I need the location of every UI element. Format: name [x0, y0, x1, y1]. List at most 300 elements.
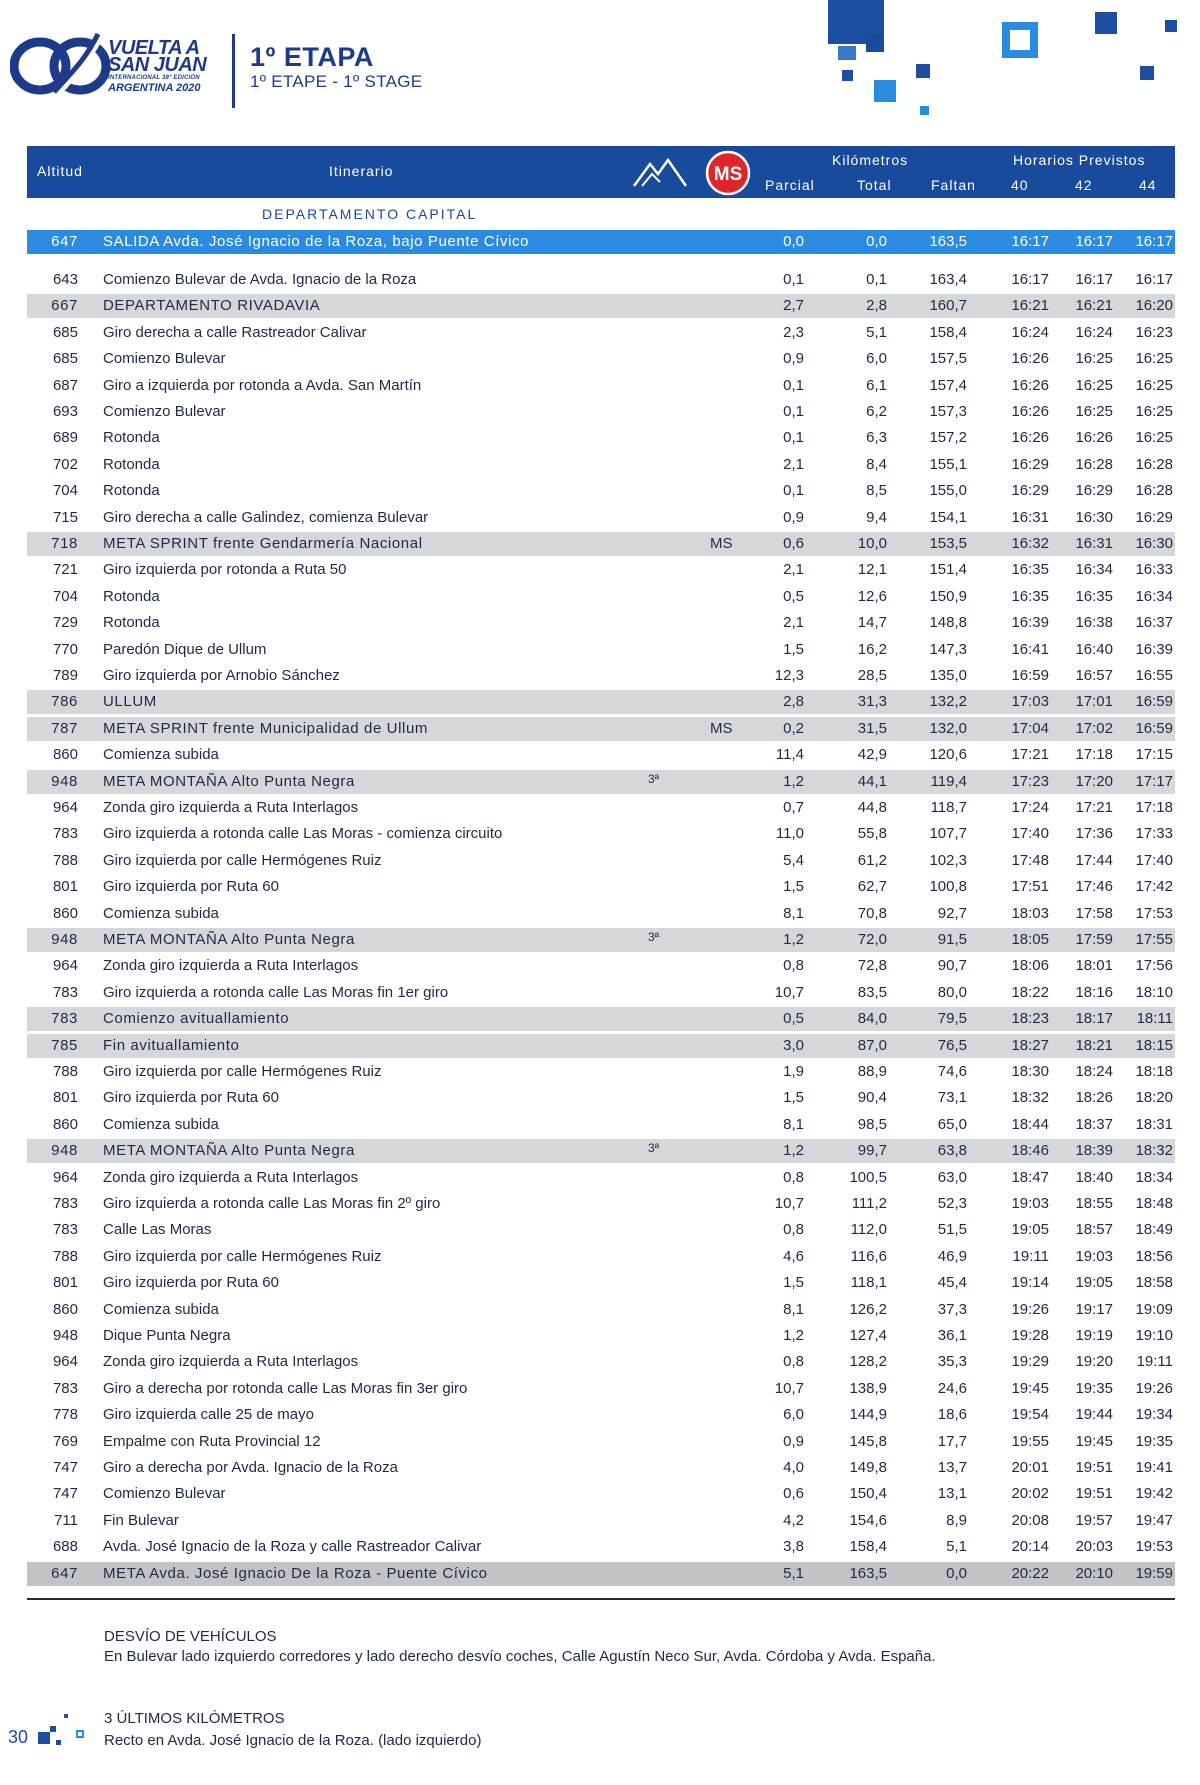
- altitude-cell: 788: [52, 1247, 78, 1265]
- time-40-cell: 16:26: [1011, 350, 1049, 368]
- itinerary-cell: Giro derecha a calle Galindez, comienza Bulevar: [103, 508, 429, 526]
- altitude-cell: 693: [52, 403, 78, 420]
- itinerary-cell: Fin avituallamiento: [103, 1036, 240, 1054]
- col-parcial: Parcial: [765, 177, 815, 193]
- time-42-cell: 19:45: [1075, 1432, 1113, 1450]
- time-44-cell: 16:59: [1135, 693, 1173, 711]
- time-40-cell: 16:26: [1011, 429, 1049, 447]
- km-parcial-cell: 0,7: [783, 799, 804, 816]
- km-faltan-cell: 24,6: [937, 1379, 967, 1397]
- km-parcial-cell: 1,9: [783, 1063, 804, 1080]
- km-faltan-cell: 107,7: [929, 825, 967, 843]
- sprint-badge-label: MS: [713, 164, 743, 185]
- time-40-cell: 18:22: [1011, 983, 1049, 1001]
- km-total-cell: 5,1: [866, 323, 887, 341]
- altitude-cell: 860: [52, 904, 78, 922]
- time-42-cell: 16:25: [1075, 376, 1113, 394]
- time-40-cell: 16:59: [1011, 667, 1049, 684]
- km-faltan-cell: 102,3: [929, 851, 967, 869]
- col-itinerario: Itinerario: [329, 163, 394, 179]
- km-faltan-cell: 92,7: [937, 904, 967, 922]
- table-header: [27, 146, 1175, 198]
- itinerary-cell: Rotonda: [103, 482, 160, 500]
- time-42-cell: 16:24: [1075, 323, 1113, 341]
- time-40-cell: 17:40: [1011, 825, 1049, 843]
- time-44-cell: 18:48: [1135, 1195, 1173, 1212]
- km-total-cell: 0,1: [866, 271, 887, 288]
- km-total-cell: 9,4: [866, 508, 887, 526]
- km-parcial-cell: 0,8: [783, 1221, 804, 1239]
- km-faltan-cell: 63,8: [937, 1142, 967, 1160]
- km-parcial-cell: 0,2: [783, 719, 804, 737]
- time-42-cell: 16:26: [1075, 429, 1113, 447]
- time-40-cell: 17:24: [1011, 799, 1049, 816]
- km-parcial-cell: 2,8: [783, 693, 804, 711]
- km-parcial-cell: 2,1: [783, 561, 804, 579]
- km-parcial-cell: 0,5: [783, 1010, 804, 1028]
- itinerary-cell: Comienzo avituallamiento: [103, 1010, 290, 1028]
- altitude-cell: 704: [52, 482, 78, 500]
- col-horarios-group: Horarios Previstos: [1013, 152, 1146, 168]
- km-total-cell: 154,6: [849, 1511, 887, 1529]
- km-total-cell: 55,8: [857, 825, 887, 843]
- time-40-cell: 19:28: [1011, 1327, 1049, 1344]
- time-40-cell: 18:23: [1011, 1010, 1049, 1028]
- altitude-cell: 643: [52, 271, 78, 288]
- time-44-cell: 17:56: [1135, 957, 1173, 975]
- logo-line: VUELTA A: [108, 37, 200, 59]
- altitude-cell: 783: [52, 1195, 78, 1212]
- km-parcial-cell: 0,0: [783, 233, 804, 250]
- km-parcial-cell: 10,7: [774, 1195, 804, 1212]
- time-40-cell: 18:30: [1011, 1063, 1049, 1080]
- time-42-cell: 17:20: [1075, 772, 1113, 790]
- itinerary-cell: DEPARTAMENTO RIVADAVIA: [103, 297, 321, 315]
- km-parcial-cell: 5,4: [783, 851, 804, 869]
- header-divider: [232, 34, 235, 108]
- time-42-cell: 16:29: [1075, 482, 1113, 500]
- time-42-cell: 17:59: [1075, 931, 1113, 948]
- logo-line: ARGENTINA 2020: [108, 82, 201, 94]
- itinerary-cell: Comienzo Bulevar: [103, 350, 226, 368]
- table-row: [27, 347, 1175, 371]
- itinerary-cell: META MONTAÑA Alto Punta Negra: [103, 772, 355, 790]
- altitude-cell: 783: [52, 1379, 78, 1397]
- km-faltan-cell: 155,1: [929, 455, 967, 473]
- km-faltan-cell: 91,5: [937, 931, 967, 948]
- time-44-cell: 16:30: [1135, 535, 1173, 552]
- time-42-cell: 16:25: [1075, 350, 1113, 368]
- table-row: [27, 1350, 1175, 1374]
- itinerary-cell: META MONTAÑA Alto Punta Negra: [103, 931, 355, 948]
- altitude-cell: 685: [52, 323, 78, 341]
- time-44-cell: 19:53: [1135, 1538, 1173, 1556]
- km-parcial-cell: 3,0: [783, 1036, 804, 1054]
- time-44-cell: 18:34: [1135, 1168, 1173, 1186]
- km-total-cell: 70,8: [857, 904, 887, 922]
- time-40-cell: 16:41: [1011, 640, 1049, 658]
- time-40-cell: 18:46: [1011, 1142, 1049, 1160]
- itinerary-cell: Giro izquierda por Ruta 60: [103, 878, 279, 896]
- table-row: [27, 822, 1175, 846]
- km-parcial-cell: 0,1: [783, 482, 804, 500]
- itinerary-cell: Zonda giro izquierda a Ruta Interlagos: [103, 1353, 359, 1371]
- category-cell: 3ª: [648, 1141, 660, 1156]
- time-42-cell: 16:25: [1075, 403, 1113, 420]
- itinerary-cell: META SPRINT frente Gendarmería Nacional: [103, 535, 423, 552]
- altitude-cell: 860: [52, 1115, 78, 1133]
- category-cell: 3ª: [648, 930, 660, 944]
- km-faltan-cell: 76,5: [937, 1036, 967, 1054]
- km-total-cell: 90,4: [857, 1089, 887, 1107]
- km-parcial-cell: 1,2: [783, 1327, 804, 1344]
- table-row: [27, 453, 1175, 477]
- time-44-cell: 16:25: [1135, 376, 1173, 394]
- itinerary-cell: Giro izquierda por calle Hermógenes Ruiz: [103, 1247, 382, 1265]
- km-total-cell: 12,1: [857, 561, 887, 579]
- km-faltan-cell: 151,4: [929, 561, 967, 579]
- km-parcial-cell: 12,3: [774, 667, 804, 684]
- altitude-cell: 964: [52, 1168, 78, 1186]
- itinerary-cell: Giro izquierda por calle Hermógenes Ruiz: [103, 1063, 382, 1080]
- table-row: [27, 1271, 1175, 1295]
- itinerary-cell: META Avda. José Ignacio De la Roza - Puente Cívico: [103, 1564, 488, 1582]
- time-40-cell: 17:23: [1011, 772, 1049, 790]
- itinerary-cell: Giro izquierda calle 25 de mayo: [103, 1406, 314, 1424]
- table-row: [27, 1509, 1175, 1533]
- km-faltan-cell: 155,0: [929, 482, 967, 500]
- km-faltan-cell: 160,7: [929, 297, 967, 315]
- km-parcial-cell: 1,2: [783, 931, 804, 948]
- km-parcial-cell: 2,7: [783, 297, 804, 315]
- time-44-cell: 19:34: [1135, 1406, 1173, 1424]
- table-row: [27, 400, 1175, 424]
- km-total-cell: 42,9: [857, 746, 887, 764]
- km-total-cell: 127,4: [849, 1327, 887, 1344]
- table-row: [27, 690, 1175, 714]
- table-row: [27, 558, 1175, 582]
- altitude-cell: 711: [54, 1511, 78, 1529]
- km-parcial-cell: 1,5: [783, 1274, 804, 1292]
- table-row: [27, 506, 1175, 530]
- km-total-cell: 28,5: [857, 667, 887, 684]
- altitude-cell: 783: [52, 983, 78, 1001]
- itinerary-cell: Giro izquierda por rotonda a Ruta 50: [103, 561, 347, 579]
- itinerary-cell: Giro izquierda a rotonda calle Las Moras fin 2º giro: [103, 1195, 441, 1212]
- itinerary-cell: Comienza subida: [103, 746, 219, 764]
- km-parcial-cell: 0,8: [783, 1353, 804, 1371]
- table-row: [27, 230, 1175, 254]
- table-row: [27, 1430, 1175, 1454]
- time-40-cell: 16:24: [1011, 323, 1049, 341]
- km-parcial-cell: 0,8: [783, 957, 804, 975]
- ultimos-title: 3 ÚLTIMOS KILÓMETROS: [104, 1710, 285, 1727]
- table-row: [27, 743, 1175, 767]
- time-40-cell: 19:11: [1012, 1247, 1049, 1265]
- time-40-cell: 17:21: [1011, 746, 1049, 764]
- time-40-cell: 19:29: [1011, 1353, 1049, 1371]
- time-44-cell: 16:39: [1135, 640, 1173, 658]
- km-parcial-cell: 3,8: [783, 1538, 804, 1556]
- itinerary-cell: Comienza subida: [103, 1300, 219, 1318]
- altitude-cell: 948: [51, 1142, 78, 1160]
- km-faltan-cell: 13,7: [937, 1459, 967, 1476]
- altitude-cell: 729: [52, 614, 78, 632]
- mountain-icon: [632, 156, 688, 188]
- itinerary-cell: Fin Bulevar: [103, 1511, 179, 1529]
- time-44-cell: 16:33: [1135, 561, 1173, 579]
- km-faltan-cell: 132,0: [929, 719, 967, 737]
- table-row: [27, 1007, 1175, 1031]
- col-faltan: Faltan: [931, 177, 976, 193]
- table-row: [27, 479, 1175, 503]
- km-faltan-cell: 17,7: [937, 1432, 967, 1450]
- km-total-cell: 128,2: [849, 1353, 887, 1371]
- altitude-cell: 647: [51, 1564, 78, 1582]
- altitude-cell: 948: [51, 931, 78, 948]
- table-row: [27, 1482, 1175, 1506]
- km-total-cell: 62,7: [857, 878, 887, 896]
- desvio-title: DESVÍO DE VEHÍCULOS: [104, 1628, 277, 1645]
- km-parcial-cell: 2,3: [783, 323, 804, 341]
- km-faltan-cell: 163,5: [929, 233, 967, 250]
- time-44-cell: 19:42: [1135, 1485, 1173, 1503]
- time-42-cell: 19:19: [1075, 1327, 1113, 1344]
- time-40-cell: 19:05: [1011, 1221, 1049, 1239]
- time-42-cell: 17:36: [1075, 825, 1113, 843]
- altitude-cell: 789: [52, 667, 78, 684]
- km-faltan-cell: 5,1: [946, 1538, 967, 1556]
- km-parcial-cell: 0,1: [783, 403, 804, 420]
- km-total-cell: 31,5: [857, 719, 887, 737]
- time-44-cell: 19:47: [1135, 1511, 1173, 1529]
- time-40-cell: 17:03: [1011, 693, 1049, 711]
- table-row: [27, 796, 1175, 820]
- table-row: [27, 1562, 1175, 1586]
- itinerary-cell: Giro izquierda a rotonda calle Las Moras - comienza circuito: [103, 825, 503, 843]
- km-parcial-cell: 8,1: [783, 1115, 804, 1133]
- time-42-cell: 17:58: [1075, 904, 1113, 922]
- km-parcial-cell: 4,6: [783, 1247, 804, 1265]
- km-total-cell: 6,3: [866, 429, 887, 447]
- time-40-cell: 18:32: [1011, 1089, 1049, 1107]
- km-parcial-cell: 1,2: [783, 772, 804, 790]
- table-row: [27, 770, 1175, 794]
- altitude-cell: 801: [52, 1089, 78, 1107]
- table-row: [27, 1298, 1175, 1322]
- table-row: [27, 1113, 1175, 1137]
- time-44-cell: 16:37: [1135, 614, 1173, 632]
- col-altitud: Altitud: [37, 163, 83, 179]
- time-40-cell: 18:06: [1011, 957, 1049, 975]
- time-40-cell: 16:21: [1011, 297, 1049, 315]
- km-total-cell: 72,0: [857, 931, 887, 948]
- table-row: [27, 902, 1175, 926]
- altitude-cell: 718: [51, 535, 78, 552]
- desvio-text: En Bulevar lado izquierdo corredores y lado derecho desvío coches, Calle Agustín Neco Sur, Avda. Córdoba y Avda. España.: [104, 1648, 936, 1665]
- km-parcial-cell: 2,1: [783, 455, 804, 473]
- km-total-cell: 8,5: [866, 482, 887, 500]
- time-44-cell: 19:59: [1135, 1564, 1173, 1582]
- km-parcial-cell: 8,1: [783, 904, 804, 922]
- time-40-cell: 20:08: [1011, 1511, 1049, 1529]
- km-faltan-cell: 36,1: [937, 1327, 967, 1344]
- km-faltan-cell: 52,3: [937, 1195, 967, 1212]
- km-total-cell: 61,2: [857, 851, 887, 869]
- itinerary-cell: Comienza subida: [103, 904, 219, 922]
- time-44-cell: 18:32: [1135, 1142, 1173, 1160]
- time-42-cell: 18:39: [1075, 1142, 1113, 1160]
- time-40-cell: 20:02: [1011, 1485, 1049, 1503]
- col-h44: 44: [1139, 177, 1157, 193]
- table-row: [27, 1456, 1175, 1480]
- km-total-cell: 126,2: [849, 1300, 887, 1318]
- time-44-cell: 18:11: [1136, 1010, 1173, 1028]
- km-faltan-cell: 80,0: [937, 983, 967, 1001]
- km-faltan-cell: 63,0: [937, 1168, 967, 1186]
- km-total-cell: 116,6: [850, 1247, 887, 1265]
- time-44-cell: 18:18: [1135, 1063, 1173, 1080]
- time-42-cell: 17:44: [1075, 851, 1113, 869]
- km-faltan-cell: 157,5: [929, 350, 967, 368]
- time-44-cell: 17:18: [1135, 799, 1173, 816]
- km-total-cell: 6,0: [866, 350, 887, 368]
- itinerary-cell: Calle Las Moras: [103, 1221, 212, 1239]
- time-40-cell: 16:29: [1011, 482, 1049, 500]
- km-parcial-cell: 11,4: [775, 746, 804, 764]
- time-40-cell: 16:35: [1011, 587, 1049, 605]
- time-44-cell: 19:11: [1136, 1353, 1173, 1371]
- table-bottom-rule: [27, 1598, 1175, 1600]
- km-total-cell: 8,4: [866, 455, 887, 473]
- km-total-cell: 44,1: [857, 772, 887, 790]
- time-44-cell: 17:17: [1135, 772, 1173, 790]
- time-42-cell: 16:17: [1075, 271, 1113, 288]
- altitude-cell: 702: [52, 455, 78, 473]
- table-row: [27, 928, 1175, 952]
- time-42-cell: 16:31: [1075, 535, 1113, 552]
- time-44-cell: 16:29: [1135, 508, 1173, 526]
- stage-subtitle: 1º ETAPE - 1º STAGE: [250, 72, 423, 91]
- itinerary-cell: Giro a izquierda por rotonda a Avda. San Martín: [103, 376, 422, 394]
- time-42-cell: 18:55: [1075, 1195, 1113, 1212]
- altitude-cell: 783: [52, 1221, 78, 1239]
- km-total-cell: 88,9: [857, 1063, 887, 1080]
- km-total-cell: 14,7: [857, 614, 887, 632]
- km-parcial-cell: 0,1: [783, 376, 804, 394]
- km-faltan-cell: 13,1: [937, 1485, 967, 1503]
- time-40-cell: 16:17: [1011, 233, 1049, 250]
- km-parcial-cell: 0,5: [783, 587, 804, 605]
- altitude-cell: 785: [51, 1036, 78, 1054]
- category-cell: 3ª: [648, 771, 660, 786]
- km-total-cell: 87,0: [857, 1036, 887, 1054]
- itinerary-cell: Rotonda: [103, 429, 160, 447]
- itinerary-cell: Paredón Dique de Ullum: [103, 640, 267, 658]
- itinerary-cell: Comienzo Bulevar de Avda. Ignacio de la Roza: [103, 271, 417, 288]
- col-kilometros-group: Kilómetros: [832, 152, 909, 168]
- itinerary-cell: Empalme con Ruta Provincial 12: [103, 1432, 321, 1450]
- itinerary-cell: Giro a derecha por Avda. Ignacio de la Roza: [103, 1459, 398, 1476]
- time-44-cell: 16:17: [1135, 233, 1173, 250]
- time-42-cell: 19:57: [1075, 1511, 1113, 1529]
- km-total-cell: 145,8: [849, 1432, 887, 1450]
- time-40-cell: 19:14: [1011, 1274, 1049, 1292]
- time-40-cell: 17:48: [1011, 851, 1049, 869]
- km-faltan-cell: 100,8: [929, 878, 967, 896]
- time-42-cell: 19:20: [1075, 1353, 1113, 1371]
- km-faltan-cell: 148,8: [929, 614, 967, 632]
- altitude-cell: 787: [51, 719, 78, 737]
- time-44-cell: 17:53: [1135, 904, 1173, 922]
- km-faltan-cell: 150,9: [929, 587, 967, 605]
- time-42-cell: 19:35: [1075, 1379, 1113, 1397]
- time-42-cell: 19:05: [1075, 1274, 1113, 1292]
- table-row: [27, 611, 1175, 635]
- altitude-cell: 860: [52, 1300, 78, 1318]
- altitude-cell: 747: [52, 1459, 78, 1476]
- km-faltan-cell: 154,1: [929, 508, 967, 526]
- altitude-cell: 786: [51, 693, 78, 711]
- time-42-cell: 17:01: [1075, 693, 1113, 711]
- itinerary-cell: Comienza subida: [103, 1115, 219, 1133]
- col-h42: 42: [1075, 177, 1093, 193]
- km-parcial-cell: 5,1: [783, 1564, 804, 1582]
- itinerary-cell: Rotonda: [103, 614, 160, 632]
- km-faltan-cell: 157,4: [929, 376, 967, 394]
- km-parcial-cell: 4,0: [783, 1459, 804, 1476]
- time-40-cell: 20:01: [1011, 1459, 1049, 1476]
- itinerary-cell: Giro derecha a calle Rastreador Calivar: [103, 323, 367, 341]
- time-40-cell: 18:44: [1011, 1115, 1049, 1133]
- km-parcial-cell: 0,8: [783, 1168, 804, 1186]
- km-faltan-cell: 65,0: [937, 1115, 967, 1133]
- km-faltan-cell: 132,2: [929, 693, 967, 711]
- km-total-cell: 149,8: [849, 1459, 887, 1476]
- km-total-cell: 16,2: [857, 640, 887, 658]
- table-row: [27, 1034, 1175, 1058]
- time-44-cell: 16:17: [1135, 271, 1173, 288]
- km-parcial-cell: 10,7: [774, 1379, 804, 1397]
- time-44-cell: 16:55: [1135, 667, 1173, 684]
- time-44-cell: 19:26: [1135, 1379, 1173, 1397]
- altitude-cell: 689: [52, 429, 78, 447]
- table-row: [27, 1535, 1175, 1559]
- logo-line: SAN JUAN: [108, 54, 207, 76]
- altitude-cell: 964: [52, 1353, 78, 1371]
- time-40-cell: 19:55: [1011, 1432, 1049, 1450]
- sprint-marker-cell: MS: [710, 719, 733, 737]
- time-44-cell: 18:58: [1135, 1274, 1173, 1292]
- time-40-cell: 16:26: [1011, 403, 1049, 420]
- km-faltan-cell: 153,5: [929, 535, 967, 552]
- time-44-cell: 18:31: [1135, 1115, 1173, 1133]
- km-total-cell: 111,2: [851, 1195, 887, 1212]
- table-row: [27, 1139, 1175, 1163]
- time-44-cell: 18:49: [1135, 1221, 1173, 1239]
- km-total-cell: 12,6: [857, 587, 887, 605]
- time-40-cell: 18:47: [1011, 1168, 1049, 1186]
- itinerary-cell: Avda. José Ignacio de la Roza y calle Rastreador Calivar: [103, 1538, 482, 1556]
- time-40-cell: 16:31: [1011, 508, 1049, 526]
- time-44-cell: 16:25: [1135, 350, 1173, 368]
- time-42-cell: 18:24: [1075, 1063, 1113, 1080]
- km-parcial-cell: 1,5: [783, 1089, 804, 1107]
- table-row: [27, 717, 1175, 741]
- table-row: [27, 638, 1175, 662]
- km-faltan-cell: 46,9: [937, 1247, 967, 1265]
- time-40-cell: 19:45: [1011, 1379, 1049, 1397]
